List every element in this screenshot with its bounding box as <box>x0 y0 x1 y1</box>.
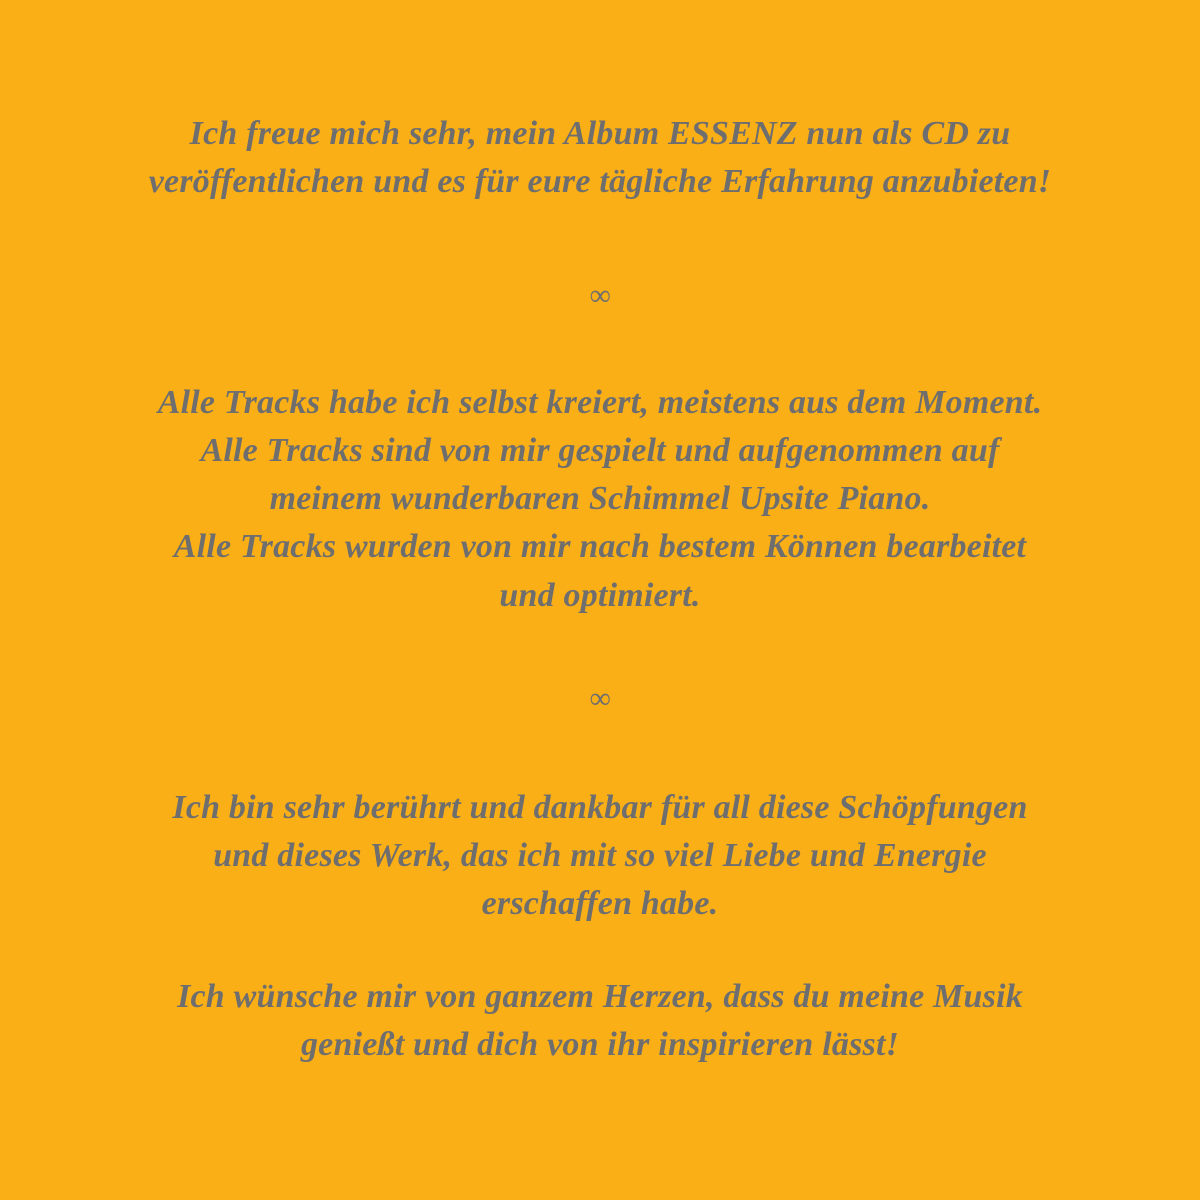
wish-paragraph <box>120 973 1080 1070</box>
tracks-line-4: Alle Tracks wurden von mir nach bestem Können bearbeitet <box>173 528 1027 566</box>
infinity-divider-icon-1: ∞ <box>589 278 611 312</box>
gratitude-line-1: Ich bin sehr berührt und dankbar für all diese Schöpfungen <box>172 788 1028 826</box>
tracks-line-2: Alle Tracks sind von mir gespielt und aufgenommen auf <box>200 431 1000 469</box>
gratitude-paragraph <box>120 784 1080 929</box>
wish-line-2: genießt und dich von ihr inspirieren lässt! <box>300 1025 900 1063</box>
intro-paragraph <box>120 110 1080 207</box>
tracks-line-1: Alle Tracks habe ich selbst kreiert, meistens aus dem Moment. <box>157 383 1043 421</box>
tracks-line-3: meinem wunderbaren Schimmel Upsite Piano. <box>269 480 931 518</box>
tracks-line-5: und optimiert. <box>499 576 701 614</box>
gratitude-line-2: und dieses Werk, das ich mit so viel Liebe und Energie <box>213 837 987 875</box>
gratitude-line-3: erschaffen habe. <box>481 885 719 923</box>
tracks-paragraph <box>120 379 1080 620</box>
wish-line-1: Ich wünsche mir von ganzem Herzen, dass du meine Musik <box>177 977 1023 1015</box>
intro-line-1: Ich freue mich sehr, mein Album ESSENZ nun als CD zu <box>189 115 1011 152</box>
intro-line-2: veröffentlichen und es für eure tägliche Erfahrung anzubieten! <box>148 163 1052 201</box>
infinity-divider-icon-2: ∞ <box>589 681 611 715</box>
